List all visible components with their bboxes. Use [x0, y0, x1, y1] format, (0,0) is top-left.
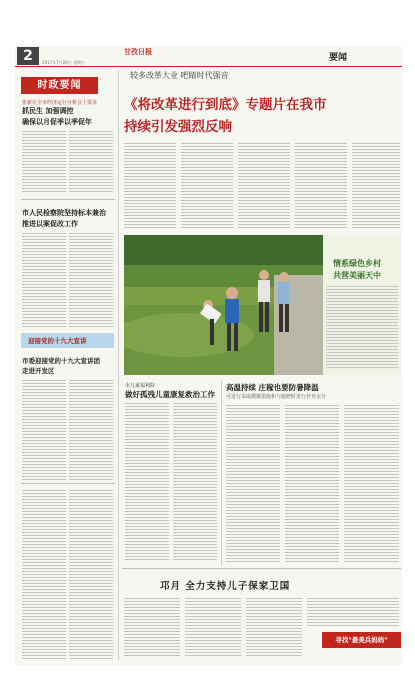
article-text	[238, 143, 290, 229]
article-text	[181, 143, 233, 229]
item-headline: 走进开发区	[22, 367, 55, 375]
divider	[21, 483, 115, 484]
article-text	[352, 143, 400, 229]
divider	[122, 568, 401, 569]
header-rule	[15, 66, 402, 67]
main-headline: 《将改革进行到底》专题片在我市	[124, 97, 327, 113]
section-title: 要闻	[329, 53, 348, 63]
article-text	[307, 598, 399, 628]
article-text	[22, 380, 66, 480]
bottom-tag: 寻找"最美兵妈妈"	[322, 632, 401, 648]
article-text	[246, 598, 302, 658]
item-kicker: 张新在全市经济运行分析会上要求	[22, 100, 98, 106]
item-headline: 确保以月促季以季促年	[22, 118, 92, 126]
item-headline: 抓民生 加强调控	[22, 107, 74, 115]
story-headline: 高温持续 庄稼也要防暑降温	[226, 383, 319, 392]
article-text	[173, 403, 217, 563]
article-text	[22, 233, 66, 328]
column-divider	[118, 70, 119, 660]
story-subhead: 可进行采取灌溉措施和与施肥时进行补充水分	[226, 394, 327, 400]
article-text	[185, 598, 241, 658]
article-text	[124, 143, 176, 229]
main-kicker: 较多改革大业 吧睛时代强音	[130, 71, 229, 80]
bottom-headline: 邛月 全力支持儿子保家卫国	[160, 581, 291, 592]
column-title: 时政要闻	[21, 77, 98, 94]
article-text	[344, 405, 399, 563]
divider	[21, 199, 115, 200]
page-number: 2	[17, 47, 39, 65]
article-text	[22, 490, 66, 660]
side-headline: 情系绿色乡村	[333, 258, 381, 268]
item-headline: 推进以案促改工作	[22, 220, 78, 228]
story-kicker: 市儿童福利院	[125, 383, 156, 389]
section-banner-title: 迎接党的十九大宣讲	[28, 337, 87, 345]
article-text	[69, 131, 113, 195]
article-text	[125, 403, 169, 563]
article-text	[69, 490, 113, 660]
article-text	[226, 405, 280, 563]
main-headline: 持续引发强烈反响	[124, 119, 232, 135]
item-headline: 市人民检察院坚持标本兼治	[22, 209, 106, 217]
issue-date: 2017年7月28日 星期五	[42, 60, 86, 65]
story-headline: 做好孤残儿童康复救治工作	[125, 390, 215, 399]
article-text	[285, 405, 339, 563]
article-text	[326, 286, 398, 370]
side-headline: 共营美丽天中	[333, 270, 381, 280]
news-photo	[124, 235, 323, 375]
column-divider	[221, 380, 222, 566]
paper-logo: 甘孜日报	[124, 48, 152, 56]
article-text	[124, 598, 180, 658]
article-text	[69, 380, 113, 480]
article-text	[69, 233, 113, 328]
article-text	[295, 143, 347, 229]
article-text	[22, 131, 66, 195]
item-headline: 市委迎接党的十九大宣讲团	[22, 357, 100, 365]
